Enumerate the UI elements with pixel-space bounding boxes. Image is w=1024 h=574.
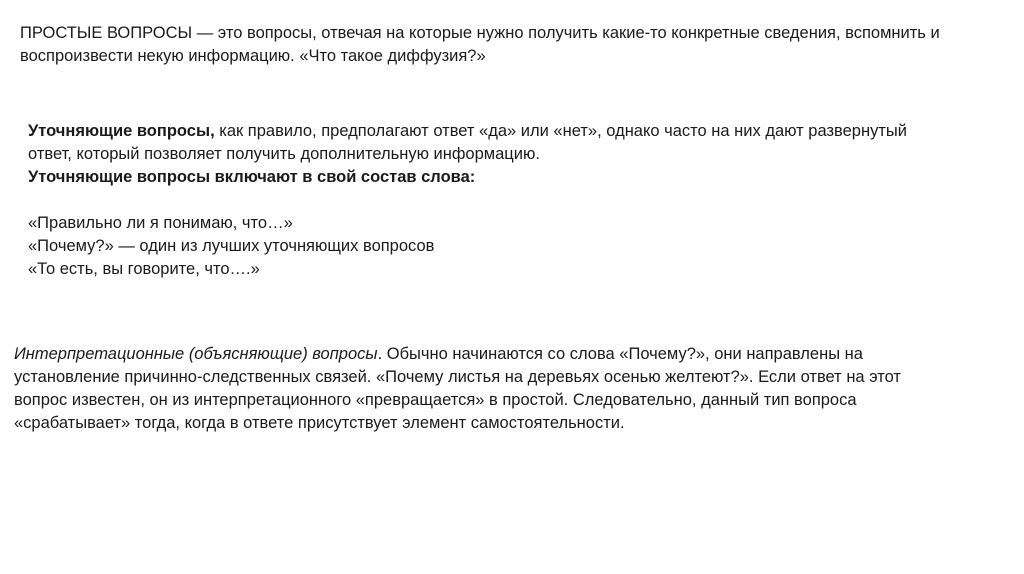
interpretive-questions-line-1	[14, 343, 1004, 366]
simple-questions-line-2: воспроизвести некую информацию. «Что такое диффузия?»	[20, 47, 486, 65]
interpretive-questions-heading: Интерпретационные (объясняющие) вопросы	[14, 345, 378, 363]
clarifying-questions-subheading: Уточняющие вопросы включают в свой состав слова:	[28, 168, 476, 186]
clarifying-questions-line-2: ответ, который позволяет получить дополнительную информацию.	[28, 145, 540, 163]
simple-questions-paragraph	[20, 22, 1005, 68]
clarifying-example-2: «Почему?» — один из лучших уточняющих вопросов	[28, 237, 435, 255]
interpretive-questions-line-4: «срабатывает» тогда, когда в ответе присутствует элемент самостоятельности.	[14, 414, 625, 432]
interpretive-questions-line-2: установление причинно-следственных связей. «Почему листья на деревьях осенью желтеют?». Если ответ на этот	[14, 368, 901, 386]
interpretive-questions-line-1-text: . Обычно начинаются со слова «Почему?», они направлены на	[377, 345, 863, 363]
clarifying-example-1: «Правильно ли я понимаю, что…»	[28, 214, 293, 232]
paragraph-gap	[28, 189, 988, 212]
simple-questions-line-1: ПРОСТЫЕ ВОПРОСЫ — это вопросы, отвечая на которые нужно получить какие-то конкретные сведения, вспомнить и	[20, 24, 940, 42]
interpretive-questions-paragraph	[14, 343, 1004, 435]
clarifying-example-3: «То есть, вы говорите, что….»	[28, 260, 260, 278]
clarifying-questions-heading: Уточняющие вопросы,	[28, 122, 215, 140]
clarifying-questions-line-1	[28, 120, 988, 143]
interpretive-questions-line-3: вопрос известен, он из интерпретационного «превращается» в простой. Следовательно, данный тип вопроса	[14, 391, 857, 409]
clarifying-questions-line-1-text: как правило, предполагают ответ «да» или «нет», однако часто на них дают развернутый	[214, 122, 907, 140]
clarifying-questions-line-3	[28, 166, 988, 189]
clarifying-questions-paragraph	[28, 120, 988, 281]
